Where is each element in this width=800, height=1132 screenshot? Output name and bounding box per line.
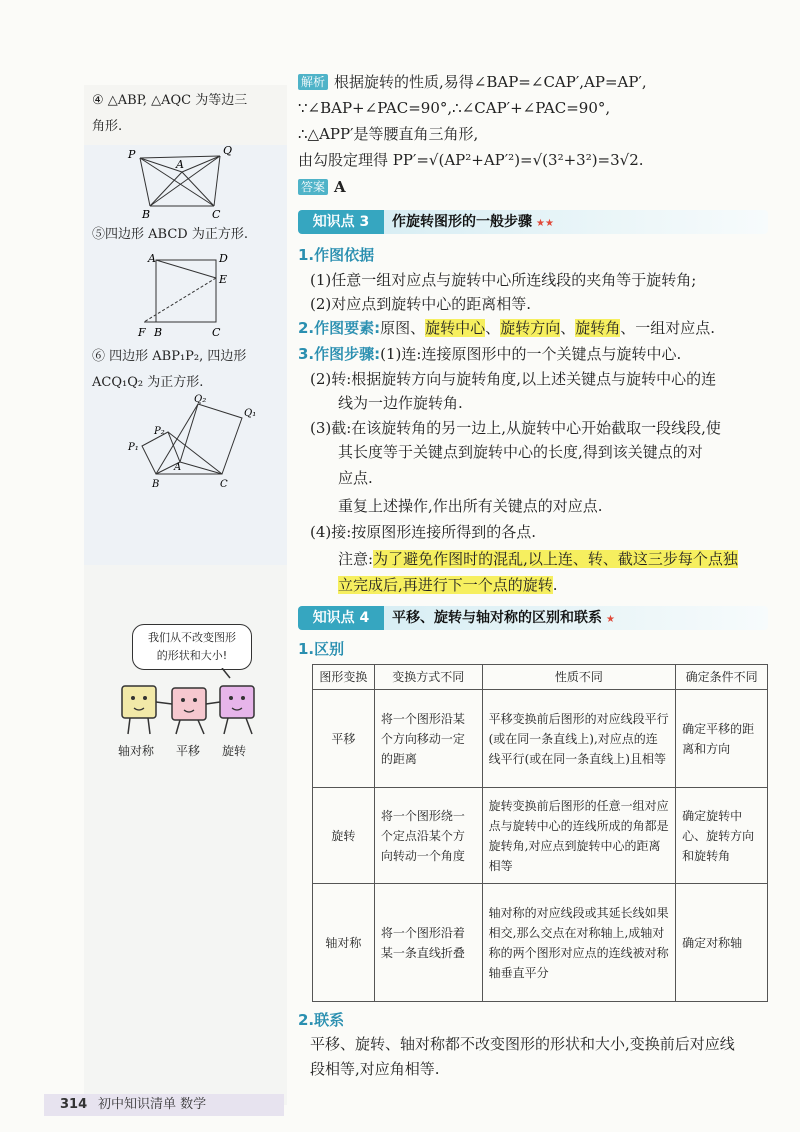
kp3-s2-h3: 旋转角 (575, 319, 621, 337)
table-cell: 旋转 (313, 788, 375, 884)
answer-tag: 答案 (298, 179, 328, 195)
kp3-s2-h1: 旋转中心 (425, 319, 486, 337)
kp3-s2-pre: 原图、 (380, 319, 426, 337)
fig3-label-c: C (220, 479, 228, 490)
table-row (313, 884, 768, 1002)
kp3-s3-3b: 其长度等于关键点到旋转中心的长度,得到该关键点的对 (338, 443, 703, 461)
book-title: 初中知识清单 数学 (98, 1097, 207, 1112)
kp3-s3-3a: (3)截:在该旋转角的另一边上,从旋转中心开始截取一段线段,使 (310, 419, 721, 437)
comparison-table (312, 664, 768, 1002)
kp3-s2-sep1: 、 (485, 319, 501, 337)
kp3-s3-3c: 应点. (338, 469, 373, 487)
table-cell: 将一个图形沿某个方向移动一定的距离 (374, 690, 482, 788)
table-cell: 将一个图形绕一个定点沿某个方向转动一个角度 (374, 788, 482, 884)
table-header: 确定条件不同 (676, 665, 768, 690)
kp3-s3-head: 3.作图步骤: (298, 345, 381, 363)
kp3-s3-2b: 线为一边作旋转角. (338, 394, 463, 412)
kp3-s2-post: 、一组对应点. (620, 319, 716, 337)
table-cell: 平移变换前后图形的对应线段平行(或在同一条直线上),对应点的连线平行(或在同一条直线上)且相等 (482, 690, 676, 788)
kp3-note-pre: 注意: (338, 550, 374, 568)
figure-square (130, 250, 240, 345)
table-cell: 确定旋转中心、旋转方向和旋转角 (676, 788, 768, 884)
fig3-label-q2: Q₂ (194, 394, 207, 405)
kp3-s3-line (298, 342, 681, 366)
analysis-tag: 解析 (298, 74, 328, 90)
kp3-s3-4: (4)接:按原图形连接所得到的各点. (310, 523, 537, 541)
table-cell: 轴对称 (313, 884, 375, 1002)
cartoon-characters (112, 668, 262, 740)
kp3-title: 作旋转图形的一般步骤 (392, 214, 532, 230)
kp3-s3-2a: (2)转:根据旋转方向与旋转角度,以上述关键点与旋转中心的连 (310, 370, 717, 388)
kp3-s1-a: (1)任意一组对应点与旋转中心所连线段的夹角等于旋转角; (310, 271, 697, 289)
table-cell: 将一个图形沿着某一条直线折叠 (374, 884, 482, 1002)
fig2-label-e: E (219, 273, 228, 286)
fig3-label-q1: Q₁ (244, 408, 257, 419)
kp3-label: 知识点 3 (298, 210, 384, 234)
table-header: 性质不同 (482, 665, 676, 690)
table-header-row (313, 665, 768, 690)
fig2-label-b: B (154, 326, 163, 339)
fig3-label-b: B (152, 479, 160, 490)
analysis-line-2: ∵∠BAP+∠PAC=90°,∴∠CAP′+∠PAC=90°, (298, 99, 611, 117)
kp4-s2-head: 2.联系 (298, 1011, 345, 1029)
kp3-note-line2 (338, 573, 558, 597)
sidebar-item-5: ⑤四边形 ABCD 为正方形. (92, 227, 248, 242)
char-label-rotation: 旋转 (222, 744, 247, 758)
kp4-s1-head: 1.区别 (298, 640, 345, 658)
sidebar-item-6-line2: ACQ₁Q₂ 为正方形. (92, 375, 204, 390)
analysis-line-1 (298, 70, 647, 94)
fig2-label-a: A (148, 252, 156, 265)
table-cell: 确定对称轴 (676, 884, 768, 1002)
answer-line (298, 175, 346, 199)
kp3-note-line1 (338, 547, 738, 571)
kp4-stars: ★ (606, 614, 615, 625)
sidebar-item-4-line1: ④ △ABP, △AQC 为等边三 (92, 93, 248, 108)
table-cell: 轴对称的对应线段或其延长线如果相交,那么交点在对称轴上,成轴对称的两个图形对应点的连线被对称轴垂直平分 (482, 884, 676, 1002)
kp3-note-h1: 为了避免作图时的混乱,以上连、转、截这三步每个点独 (373, 550, 738, 568)
kp3-s2-sep2: 、 (560, 319, 576, 337)
kp3-s2-head: 2.作图要素: (298, 319, 381, 337)
kp3-s2-h2: 旋转方向 (500, 319, 561, 337)
fig1-label-q: Q (223, 144, 233, 157)
figure-two-squares (118, 394, 268, 494)
kp3-s2-line (298, 316, 715, 340)
table-cell: 确定平移的距离和方向 (676, 690, 768, 788)
kp3-s3-3d: 重复上述操作,作出所有关键点的对应点. (338, 497, 603, 515)
knowledge-point-3-header (298, 210, 768, 234)
table-cell: 旋转变换前后图形的任意一组对应点与旋转中心的连线所成的角都是旋转角,对应点到旋转中心的距离相等 (482, 788, 676, 884)
table-row (313, 690, 768, 788)
analysis-line-3: ∴△APP′是等腰直角三角形, (298, 125, 479, 143)
bubble-line-2: 的形状和大小! (156, 649, 228, 662)
table-header: 图形变换 (313, 665, 375, 690)
sidebar-item-6-line1: ⑥ 四边形 ABP₁P₂, 四边形 (92, 349, 247, 364)
fig1-label-p: P (128, 148, 136, 161)
fig3-label-a: A (174, 462, 182, 473)
answer-value: A (334, 178, 346, 196)
sidebar-item-4-line2: 角形. (92, 119, 123, 134)
table-header: 变换方式不同 (374, 665, 482, 690)
speech-bubble (132, 624, 252, 670)
page-number: 314 (60, 1097, 88, 1112)
fig2-label-c: C (212, 326, 221, 339)
fig2-label-d: D (219, 252, 228, 265)
fig3-label-p1: P₁ (128, 442, 139, 453)
fig1-label-c: C (212, 208, 221, 220)
bubble-line-1: 我们从不改变图形 (148, 631, 236, 644)
kp3-note-h2: 立完成后,再进行下一个点的旋转 (338, 576, 553, 594)
fig2-label-f: F (138, 326, 146, 339)
kp4-title: 平移、旋转与轴对称的区别和联系 (392, 610, 602, 626)
kp3-stars: ★★ (536, 218, 554, 229)
kp4-label: 知识点 4 (298, 606, 384, 630)
analysis-line-4: 由勾股定理得 PP′=√(AP²+AP′²)=√(3²+3²)=3√2. (298, 151, 644, 169)
fig1-label-a: A (176, 158, 184, 171)
figure-equilateral-triangles (120, 140, 240, 220)
char-label-axial: 轴对称 (118, 744, 155, 758)
analysis-text-1: 根据旋转的性质,易得∠BAP=∠CAP′,AP=AP′, (334, 73, 647, 91)
fig3-label-p2: P₂ (154, 426, 165, 437)
kp4-s2-b: 段相等,对应角相等. (310, 1060, 440, 1078)
kp3-s1-head: 1.作图依据 (298, 246, 375, 264)
kp3-s3-1: (1)连:连接原图形中的一个关键点与旋转中心. (380, 345, 682, 363)
kp3-s1-b: (2)对应点到旋转中心的距离相等. (310, 295, 532, 313)
kp3-note-end: . (552, 576, 558, 594)
kp4-s2-a: 平移、旋转、轴对称都不改变图形的形状和大小,变换前后对应线 (310, 1035, 735, 1053)
fig1-label-b: B (142, 208, 151, 220)
char-label-translation: 平移 (176, 744, 201, 758)
knowledge-point-4-header (298, 606, 768, 630)
table-row (313, 788, 768, 884)
table-cell: 平移 (313, 690, 375, 788)
